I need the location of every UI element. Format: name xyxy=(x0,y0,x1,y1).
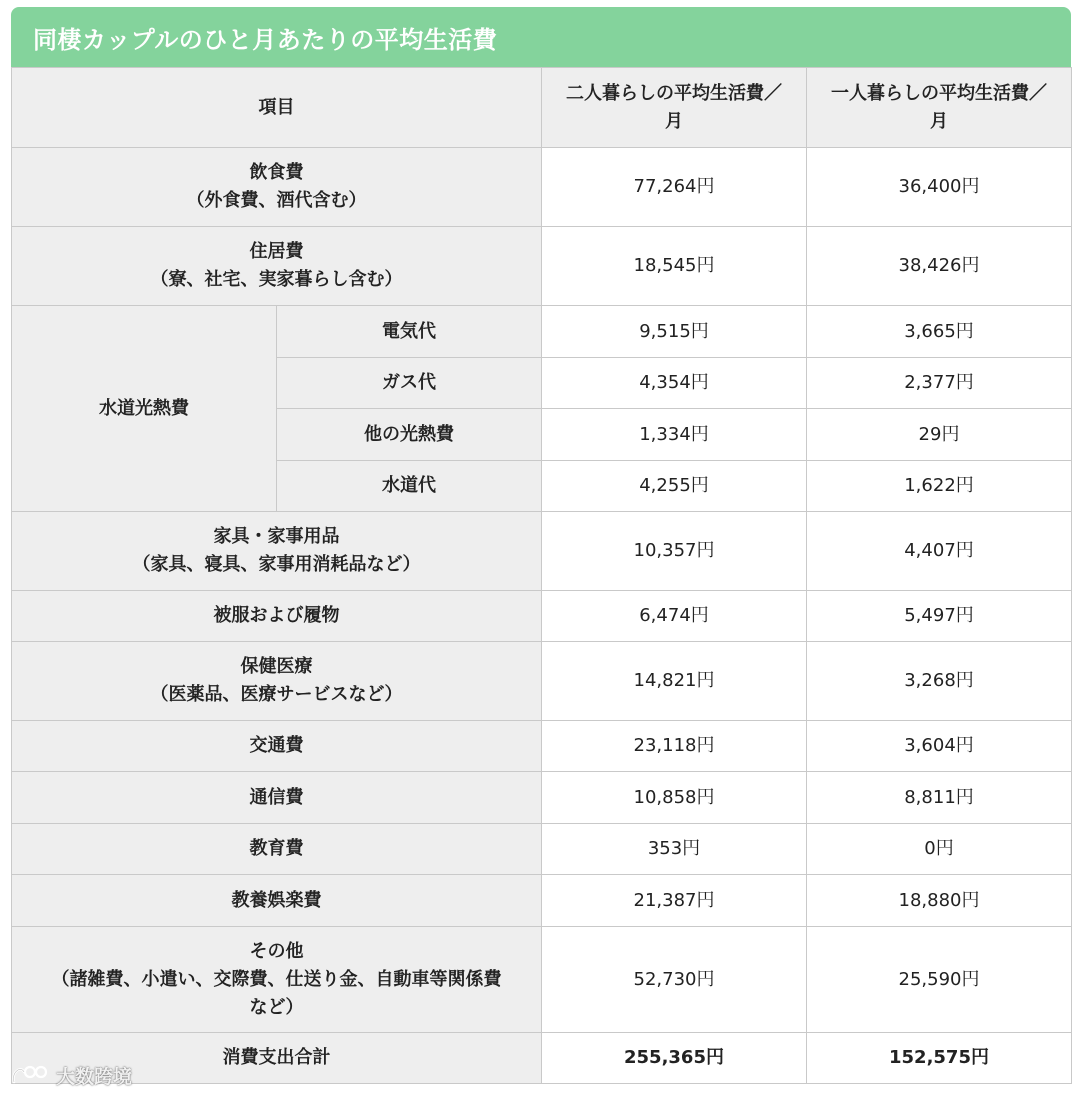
row-label-line: 家具・家事用品 xyxy=(213,526,340,547)
single-value: 18,880円 xyxy=(807,875,1072,927)
row-label-culture: 教養娯楽費 xyxy=(12,875,542,927)
single-value: 0円 xyxy=(807,824,1072,875)
couple-value: 10,858円 xyxy=(542,772,807,824)
row-label-line: 保健医療 xyxy=(240,656,313,677)
row-label-line: 住居費 xyxy=(249,241,304,262)
row-label-note: （諸雑費、小遣い、交際費、仕送り金、自動車等関係費 xyxy=(51,968,502,990)
single-value: 3,665円 xyxy=(807,306,1072,358)
watermark-text: 大数跨境 xyxy=(56,1065,133,1088)
sub-label-gas: ガス代 xyxy=(277,358,542,409)
living-cost-card xyxy=(11,7,1071,1084)
row-label-housing xyxy=(12,227,542,306)
single-value: 38,426円 xyxy=(807,227,1072,306)
header-couple-line1: 二人暮らしの平均生活費／ xyxy=(566,82,782,104)
header-single-line1: 一人暮らしの平均生活費／ xyxy=(831,82,1047,104)
table-row xyxy=(12,721,1072,772)
sub-label-electricity: 電気代 xyxy=(277,306,542,358)
row-label-note: （寮、社宅、実家暮らし含む） xyxy=(150,269,403,290)
header-single-line2: 月 xyxy=(930,110,948,132)
header-couple-line2: 月 xyxy=(665,110,683,132)
row-label-line: その他 xyxy=(249,940,304,962)
couple-value: 4,255円 xyxy=(542,461,807,512)
header-item: 項目 xyxy=(12,68,542,148)
sub-label-other-utilities: 他の光熱費 xyxy=(277,409,542,461)
single-value: 5,497円 xyxy=(807,591,1072,642)
couple-value: 18,545円 xyxy=(542,227,807,306)
living-cost-table xyxy=(11,67,1072,1084)
watermark xyxy=(10,1062,132,1088)
couple-value: 6,474円 xyxy=(542,591,807,642)
table-row xyxy=(12,772,1072,824)
row-label-line: 飲食費 xyxy=(249,162,304,183)
row-label-other xyxy=(12,927,542,1033)
couple-value: 21,387円 xyxy=(542,875,807,927)
row-label-food xyxy=(12,148,542,227)
row-label-furniture xyxy=(12,512,542,591)
couple-value: 1,334円 xyxy=(542,409,807,461)
row-label-utilities: 水道光熱費 xyxy=(12,306,277,512)
couple-value: 14,821円 xyxy=(542,642,807,721)
table-row xyxy=(12,927,1072,1033)
table-row xyxy=(12,875,1072,927)
single-value: 8,811円 xyxy=(807,772,1072,824)
single-value: 29円 xyxy=(807,409,1072,461)
row-label-note-end: など） xyxy=(249,996,304,1018)
table-row xyxy=(12,227,1072,306)
couple-value: 10,357円 xyxy=(542,512,807,591)
single-value: 36,400円 xyxy=(807,148,1072,227)
header-couple xyxy=(542,68,807,148)
row-label-note: （医薬品、医療サービスなど） xyxy=(150,684,403,705)
couple-value: 23,118円 xyxy=(542,721,807,772)
table-row xyxy=(12,512,1072,591)
couple-value: 9,515円 xyxy=(542,306,807,358)
table-row xyxy=(12,148,1072,227)
sub-label-water: 水道代 xyxy=(277,461,542,512)
single-value: 2,377円 xyxy=(807,358,1072,409)
row-label-communication: 通信費 xyxy=(12,772,542,824)
single-value: 25,590円 xyxy=(807,927,1072,1033)
header-single xyxy=(807,68,1072,148)
row-label-total: 消費支出合計 xyxy=(12,1033,542,1084)
header-row xyxy=(12,68,1072,148)
couple-value: 4,354円 xyxy=(542,358,807,409)
row-label-medical xyxy=(12,642,542,721)
single-total-value: 152,575円 xyxy=(807,1033,1072,1084)
row-label-clothing: 被服および履物 xyxy=(12,591,542,642)
watermark-logo-icon xyxy=(10,1064,50,1086)
row-label-education: 教育費 xyxy=(12,824,542,875)
row-label-note: （家具、寝具、家事用消耗品など） xyxy=(132,554,421,575)
single-value: 3,268円 xyxy=(807,642,1072,721)
single-value: 3,604円 xyxy=(807,721,1072,772)
couple-value: 77,264円 xyxy=(542,148,807,227)
row-label-note: （外食費、酒代含む） xyxy=(186,190,367,211)
table-title: 同棲カップルのひと月あたりの平均生活費 xyxy=(11,7,1071,67)
single-value: 4,407円 xyxy=(807,512,1072,591)
table-row xyxy=(12,306,1072,358)
table-row xyxy=(12,642,1072,721)
table-row xyxy=(12,824,1072,875)
table-row xyxy=(12,591,1072,642)
row-label-transport: 交通費 xyxy=(12,721,542,772)
couple-value: 52,730円 xyxy=(542,927,807,1033)
couple-value: 353円 xyxy=(542,824,807,875)
total-row xyxy=(12,1033,1072,1084)
single-value: 1,622円 xyxy=(807,461,1072,512)
couple-total-value: 255,365円 xyxy=(542,1033,807,1084)
